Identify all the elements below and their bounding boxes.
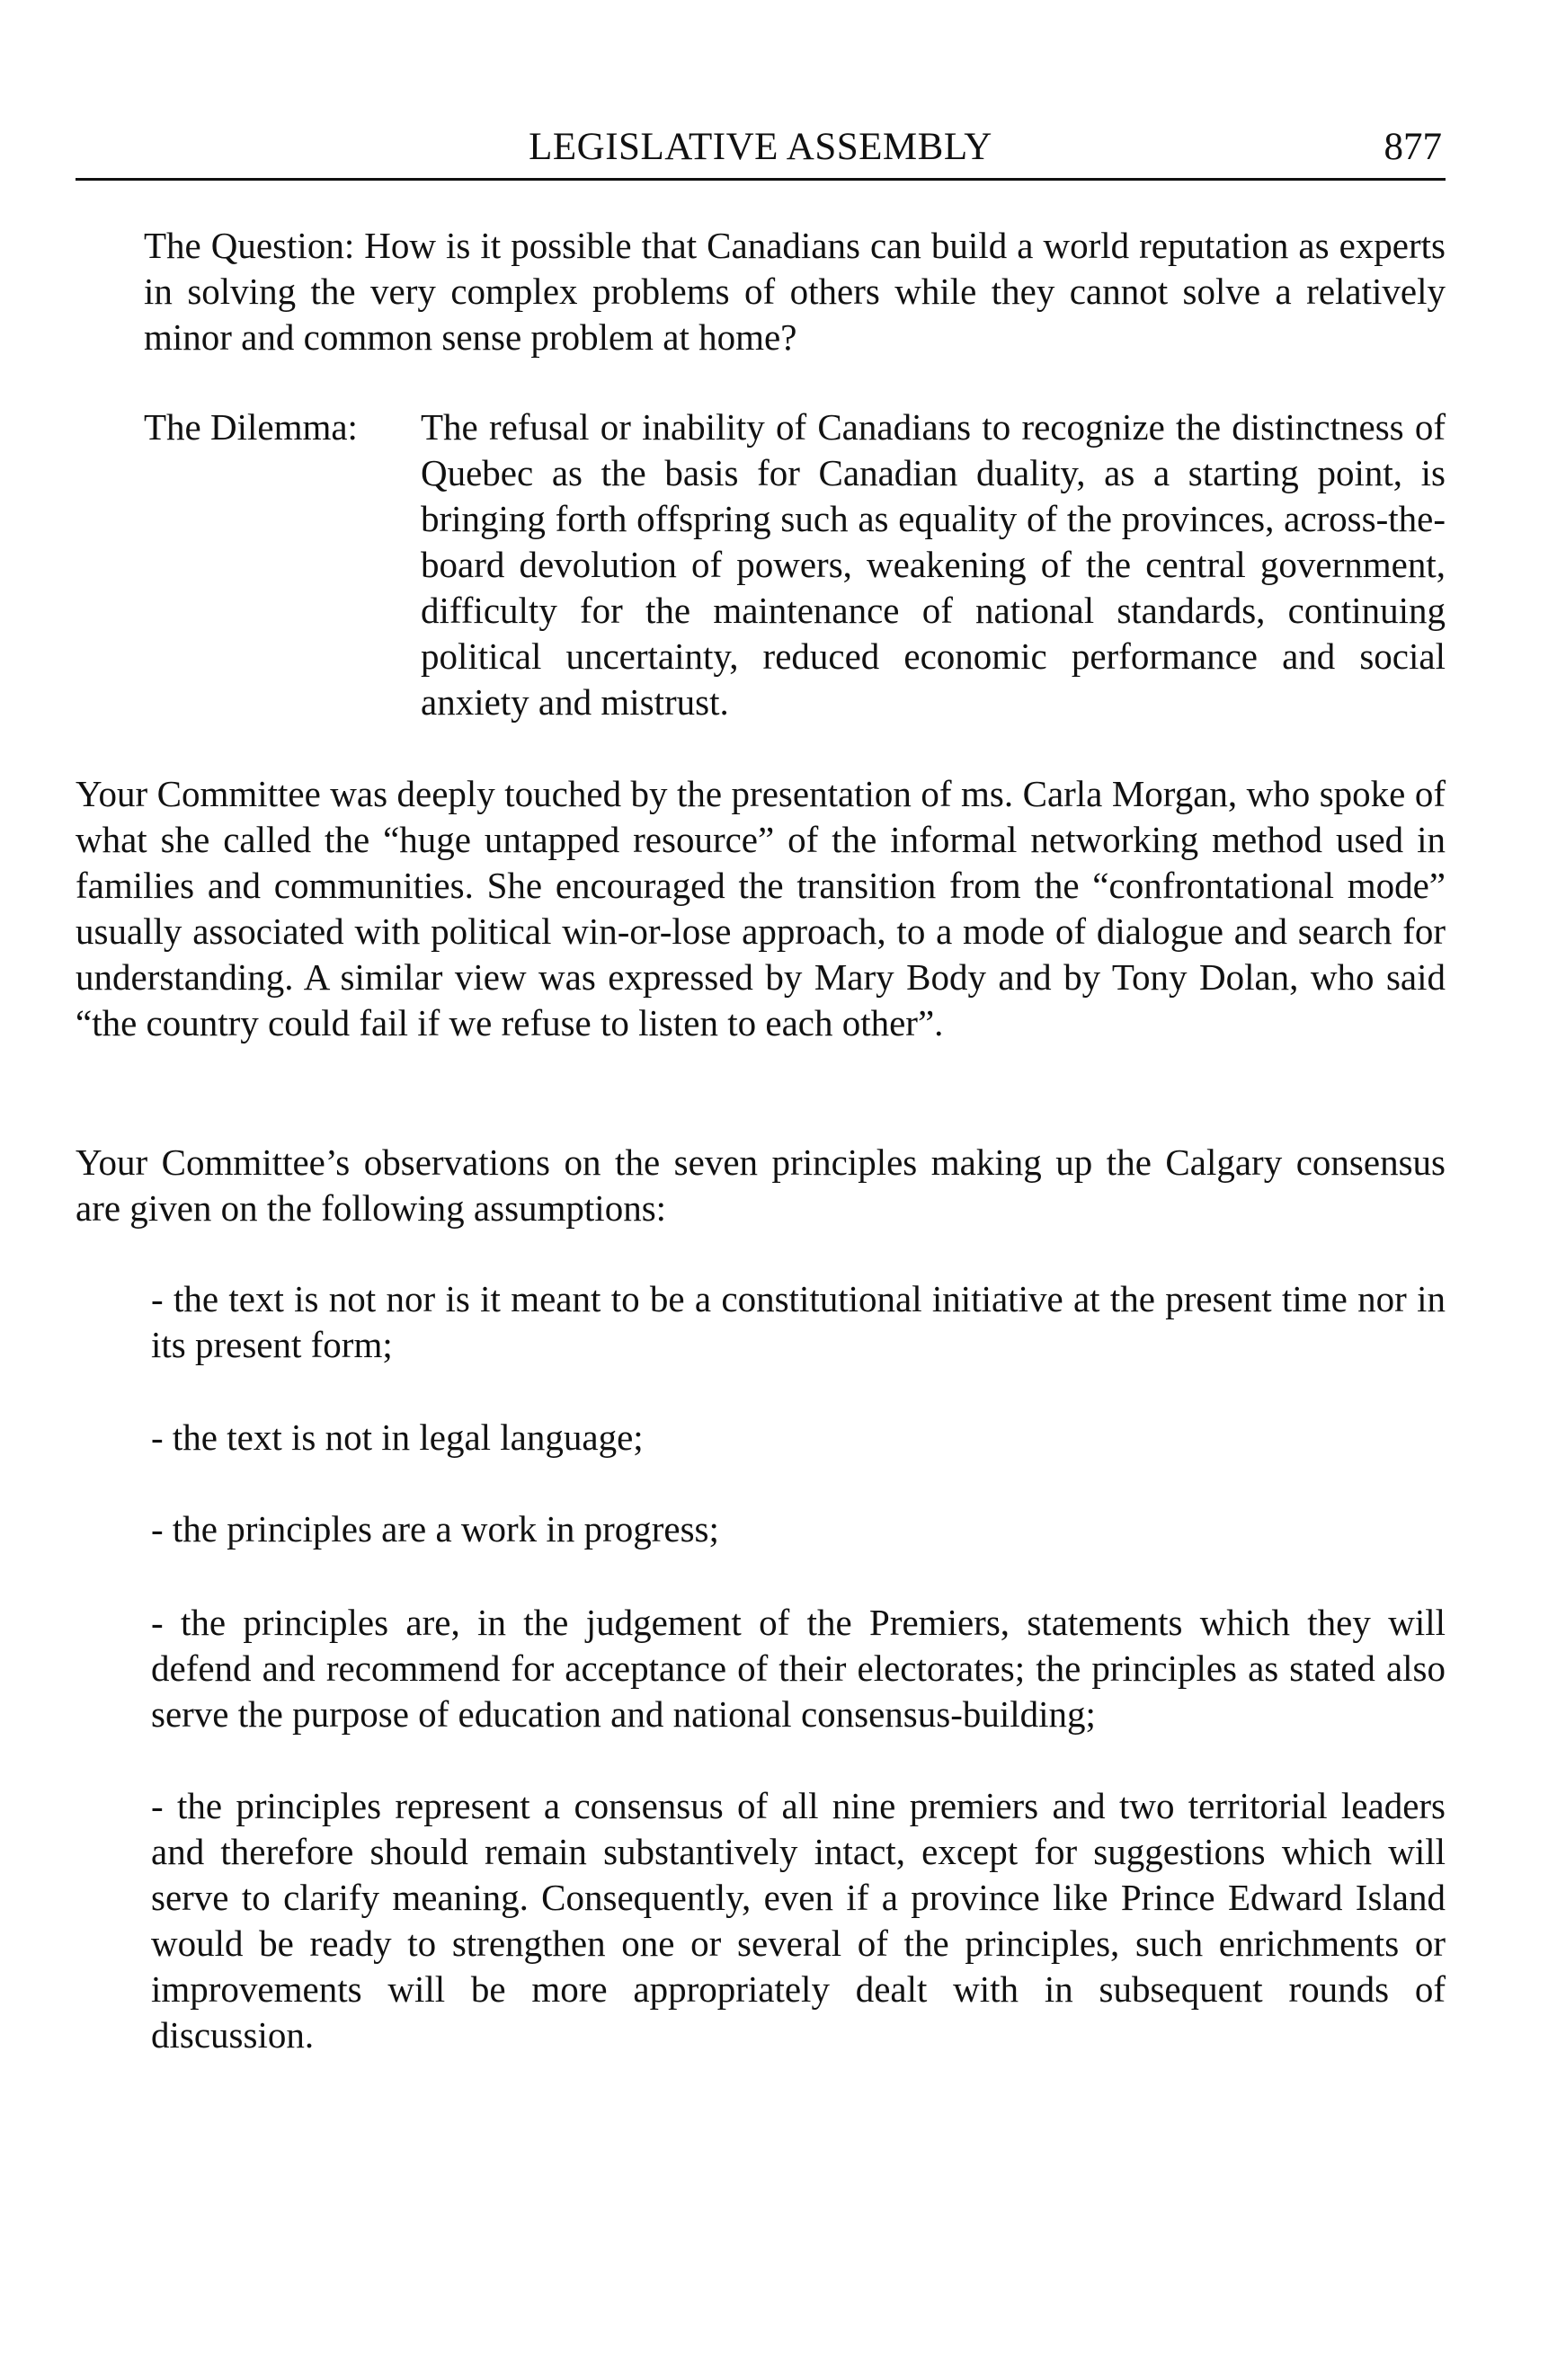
assumption-item: - the principles are a work in progress; bbox=[151, 1508, 719, 1550]
observations-paragraph: Your Committee’s observations on the seven principles making up the Calgary consensus are given on the following assumptions: bbox=[76, 1141, 1446, 1229]
question-paragraph: The Question: How is it possible that Canadians can build a world reputation as experts in solving the very complex problems of others while they cannot solve a relatively minor and common sense problem at home? bbox=[144, 225, 1446, 358]
page-number: 877 bbox=[1384, 126, 1442, 168]
dilemma-text: The refusal or inability of Canadians to recognize the distinctness of Quebec as the basis for Canadian duality, as a starting point, is bringing forth offspring such as equality of the provinces, across-the-board devolution of powers, weakening of the central government, difficulty for the maintenance of national standards, continuing political uncertainty, reduced economic performance and social anxiety and mistrust. bbox=[421, 406, 1446, 723]
assumption-item: - the principles are, in the judgement of the Premiers, statements which they will defend and recommend for acceptance of their electorates; the principles as stated also serve the purpose of education and national consensus-building; bbox=[151, 1602, 1446, 1735]
page-header bbox=[76, 122, 1446, 181]
committee-paragraph: Your Committee was deeply touched by the presentation of ms. Carla Morgan, who spoke of what she called the “huge untapped resource” of the informal networking method used in families and communities. She encouraged the transition from the “confrontational mode” usually associated with political win-or-lose approach, to a mode of dialogue and search for understanding. A similar view was expressed by Mary Body and by Tony Dolan, who said “the country could fail if we refuse to listen to each other”. bbox=[76, 773, 1446, 1043]
assumption-item: - the text is not nor is it meant to be a constitutional initiative at the present time nor in its present form; bbox=[151, 1278, 1446, 1365]
assumption-item: - the text is not in legal language; bbox=[151, 1416, 644, 1458]
assumption-item: - the principles represent a consensus of all nine premiers and two territorial leaders and therefore should remain substantively intact, except for suggestions which will serve to clarify meaning. Consequently, even if a province like Prince Edward Island would be ready to strengthen one or several of the principles, such enrichments or improvements will be more appropriately dealt with in subsequent rounds of discussion. bbox=[151, 1785, 1446, 2056]
dilemma-label: The Dilemma: bbox=[144, 406, 358, 448]
header-title: LEGISLATIVE ASSEMBLY bbox=[529, 126, 992, 168]
